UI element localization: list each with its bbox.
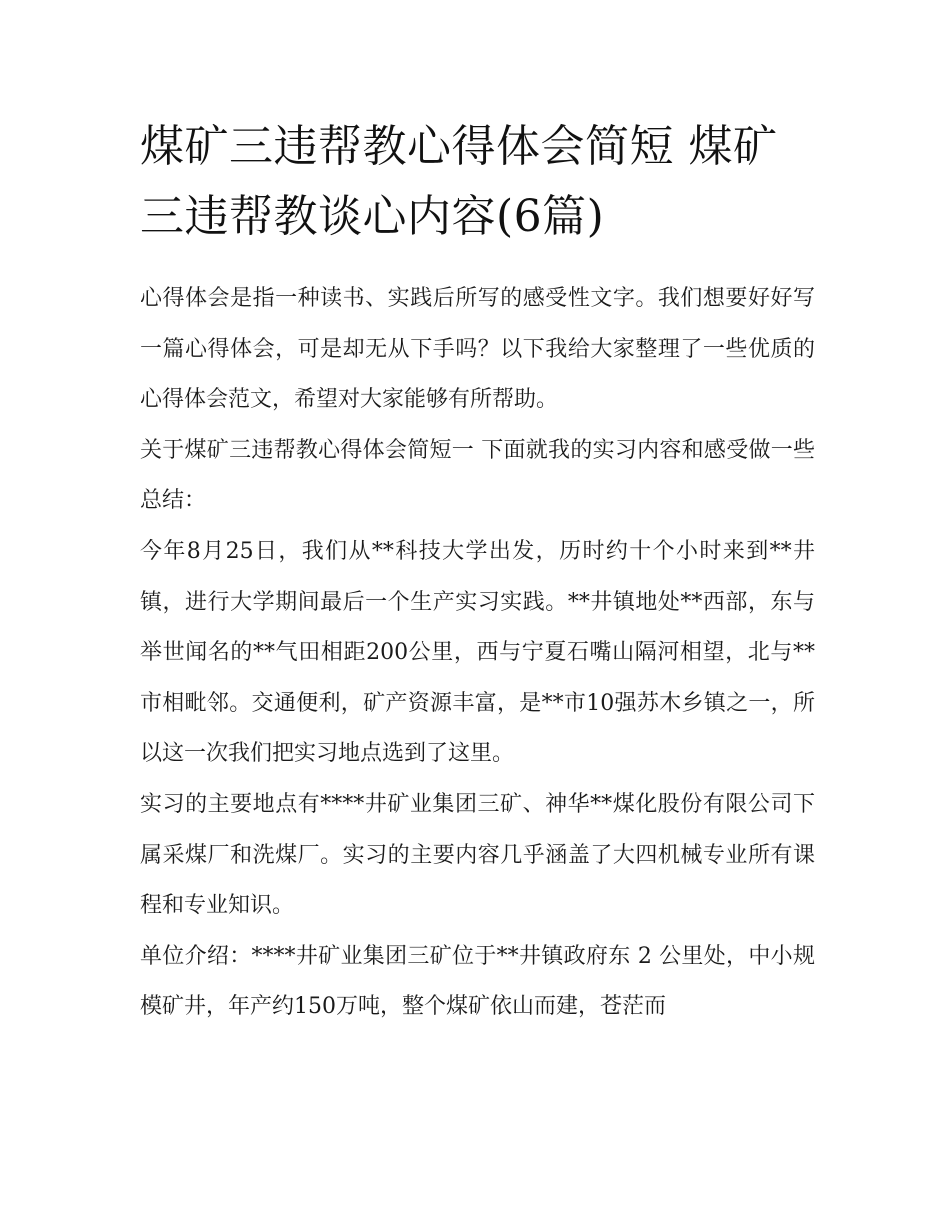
paragraph-intro: 心得体会是指一种读书、实践后所写的感受性文字。我们想要好好写一篇心得体会，可是却无从下手吗？以下我给大家整理了一些优质的心得体会范文，希望对大家能够有所帮助。 [140,286,815,413]
paragraph-internship-arrival: 今年8月25日，我们从**科技大学出发，历时约十个小时来到**井镇，进行大学期间最后一个生产实习实践。**井镇地处**西部，东与举世闻名的**气田相距200公里，西与宁夏石嘴山隔河相望，北与**市相毗邻。交通便利，矿产资源丰富，是**市10强苏木乡镇之一，所以这一次我们把实习地点选到了这里。 [140,538,815,767]
paragraph-unit-introduction: 单位介绍：****井矿业集团三矿位于**井镇政府东 2 公里处，中小规模矿井，年产约150万吨，整个煤矿依山而建，苍茫而 [140,943,815,1020]
document-body [140,112,815,1033]
document-title: 煤矿三违帮教心得体会简短 煤矿三违帮教谈心内容(6篇) [140,121,778,242]
paragraph-section-heading: 关于煤矿三违帮教心得体会简短一 下面就我的实习内容和感受做一些总结： [140,437,815,514]
paragraph-internship-locations: 实习的主要地点有****井矿业集团三矿、神华**煤化股份有限公司下属采煤厂和洗煤厂。实习的主要内容几乎涵盖了大四机械专业所有课程和专业知识。 [140,791,815,919]
